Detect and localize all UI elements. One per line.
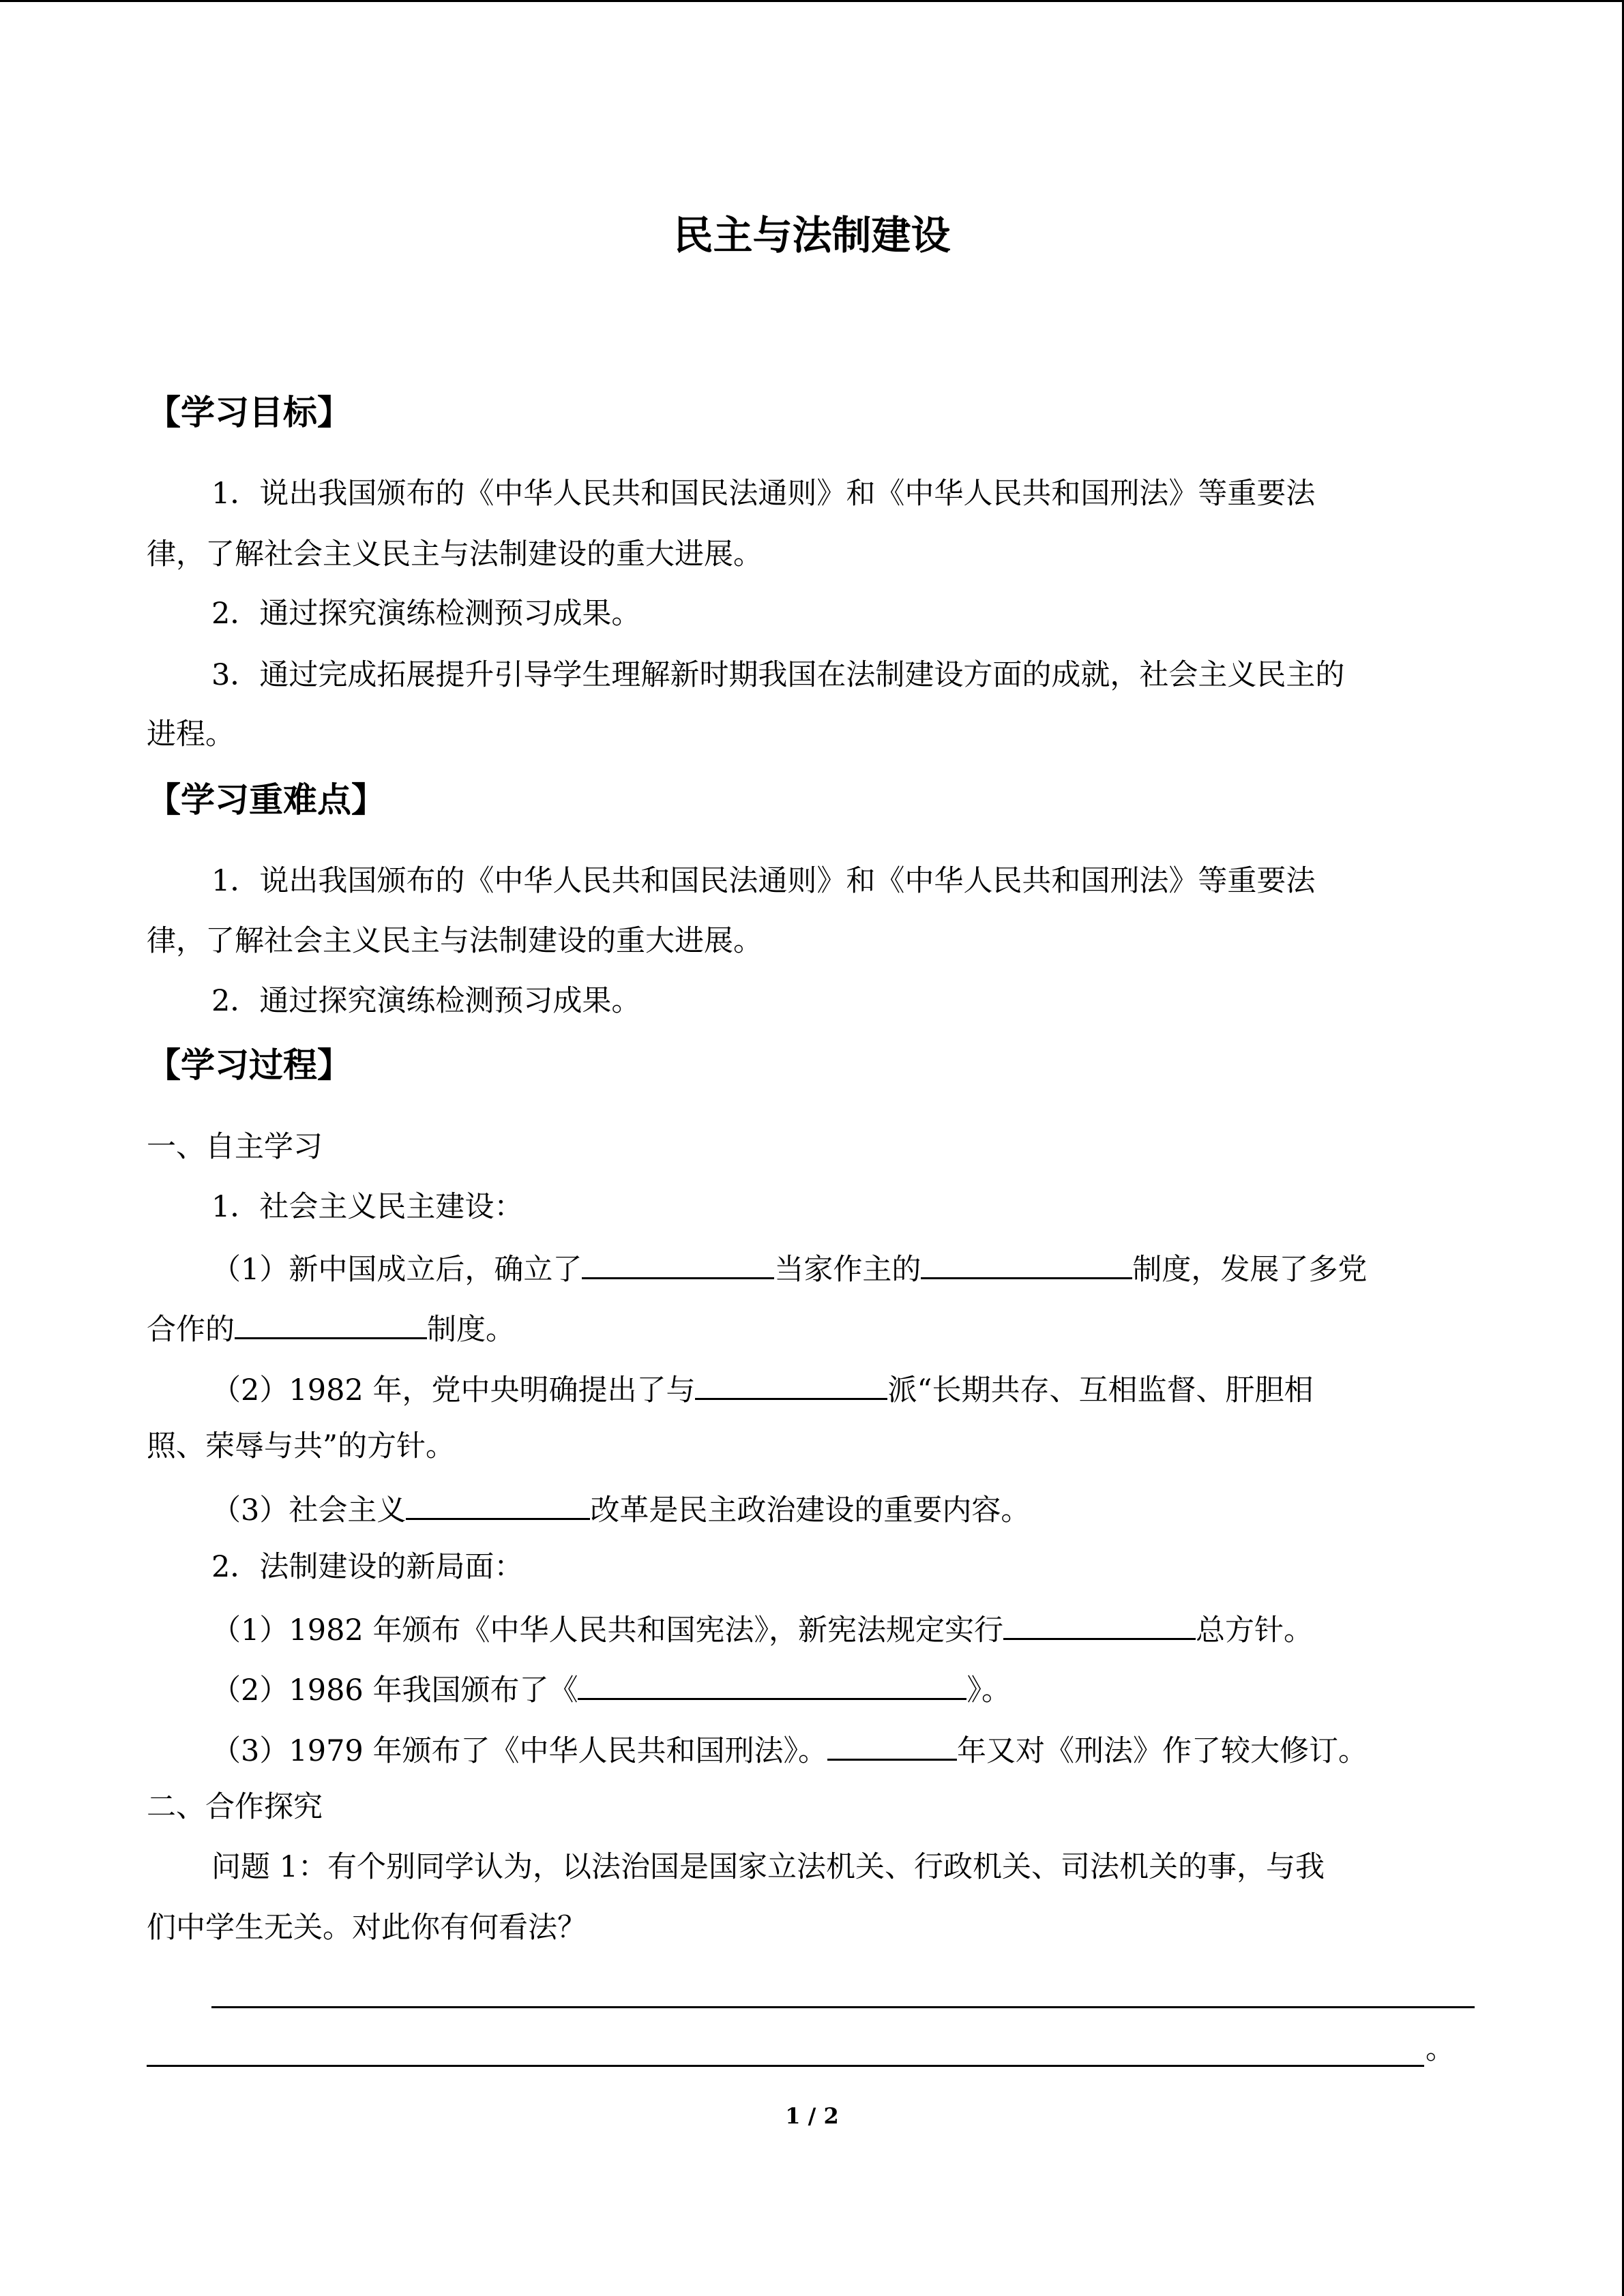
objectives-heading: 【学习目标】 (147, 393, 351, 432)
item1-question1-cont: 合作的 制度。 (147, 1306, 1483, 1350)
part1-label: 一、自主学习 (147, 1130, 323, 1164)
fill-blank[interactable] (695, 1367, 887, 1400)
item1-question2: （2）1982 年，党中央明确提出了与 派“长期共存、互相监督、肝胆相 (211, 1367, 1487, 1411)
answer-line[interactable] (147, 2065, 1424, 2067)
objective-line: 2．通过探究演练检测预习成果。 (211, 597, 641, 631)
process-heading: 【学习过程】 (147, 1045, 351, 1085)
page-border-top (0, 0, 1624, 2)
item1-question2-cont: 照、荣辱与共”的方针。 (147, 1429, 455, 1463)
item2-question3: （3）1979 年颁布了《中华人民共和国刑法》。 年又对《刑法》作了较大修订。 (211, 1727, 1487, 1772)
fill-blank[interactable] (406, 1487, 590, 1520)
key-points-heading: 【学习重难点】 (147, 780, 385, 820)
item2-label: 2．法制建设的新局面： (211, 1550, 524, 1584)
objective-line: 3．通过完成拓展提升引导学生理解新时期我国在法制建设方面的成就，社会主义民主的 (211, 658, 1345, 692)
key-point-line: 律，了解社会主义民主与法制建设的重大进展。 (147, 924, 763, 958)
answer-end-period: 。 (1426, 2032, 1455, 2066)
fill-blank[interactable] (921, 1246, 1132, 1279)
item1-question3: （3）社会主义 改革是民主政治建设的重要内容。 (211, 1487, 1487, 1531)
objective-line: 进程。 (147, 717, 235, 751)
question1-line2: 们中学生无关。对此你有何看法？ (147, 1911, 587, 1945)
fill-blank[interactable] (235, 1306, 427, 1339)
fill-blank[interactable] (578, 1667, 966, 1700)
item1-question1: （1）新中国成立后，确立了 当家作主的 制度，发展了多党 (211, 1246, 1487, 1290)
key-point-line: 2．通过探究演练检测预习成果。 (211, 984, 641, 1018)
answer-line[interactable] (211, 2006, 1475, 2008)
page-number: 1 / 2 (785, 2103, 839, 2129)
question1-line1: 问题 1：有个别同学认为，以法治国是国家立法机关、行政机关、司法机关的事，与我 (211, 1850, 1325, 1884)
item2-question2: （2）1986 年我国颁布了《 》。 (211, 1667, 1487, 1711)
objective-line: 1．说出我国颁布的《中华人民共和国民法通则》和《中华人民共和国刑法》等重要法 (211, 477, 1316, 511)
item1-label: 1．社会主义民主建设： (211, 1190, 524, 1224)
fill-blank[interactable] (827, 1727, 957, 1761)
item2-question1: （1）1982 年颁布《中华人民共和国宪法》，新宪法规定实行 总方针。 (211, 1607, 1487, 1651)
fill-blank[interactable] (1003, 1607, 1196, 1640)
document-title: 民主与法制建设 (673, 212, 951, 258)
fill-blank[interactable] (582, 1246, 774, 1279)
objective-line: 律，了解社会主义民主与法制建设的重大进展。 (147, 537, 763, 571)
part2-label: 二、合作探究 (147, 1790, 323, 1824)
key-point-line: 1．说出我国颁布的《中华人民共和国民法通则》和《中华人民共和国刑法》等重要法 (211, 864, 1316, 898)
